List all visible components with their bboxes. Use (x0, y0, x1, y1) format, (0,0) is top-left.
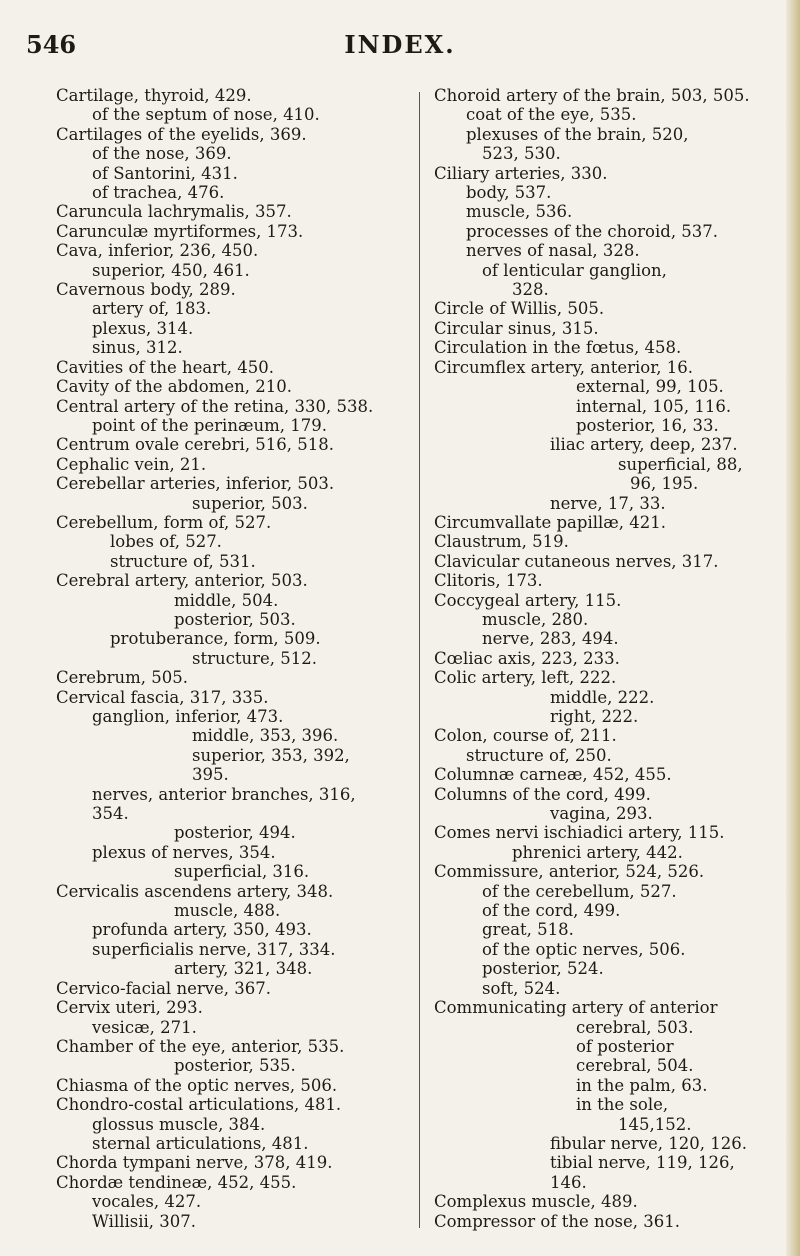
index-entry: Commissure, anterior, 524, 526. (434, 862, 705, 882)
index-entry: superficial, 88, (618, 454, 743, 474)
index-entry: Columns of the cord, 499. (434, 784, 651, 804)
index-entry: 354. (92, 804, 129, 824)
index-entry: structure of, 531. (110, 551, 256, 571)
index-entry: Circle of Willis, 505. (434, 299, 605, 319)
index-entry: Chordæ tendineæ, 452, 455. (56, 1172, 297, 1192)
index-entry: profunda artery, 350, 493. (92, 920, 312, 940)
index-entry: 146. (550, 1172, 587, 1192)
index-entry: nerves of nasal, 328. (466, 241, 640, 261)
index-entry: vocales, 427. (92, 1192, 202, 1212)
index-entry: Choroid artery of the brain, 503, 505. (434, 86, 750, 105)
index-entry: 96, 195. (630, 474, 699, 494)
index-entry: vagina, 293. (550, 804, 653, 824)
index-entry: Chondro-costal articulations, 481. (56, 1095, 342, 1115)
index-entry: Circulation in the fœtus, 458. (434, 338, 682, 358)
index-entry: Claustrum, 519. (434, 532, 569, 552)
index-entry: middle, 222. (550, 687, 655, 707)
index-entry: Compressor of the nose, 361. (434, 1211, 680, 1231)
index-entry: plexus of nerves, 354. (92, 842, 276, 862)
index-entry: superficial, 316. (174, 862, 310, 882)
index-entry: body, 537. (466, 183, 552, 203)
index-entry: structure of, 250. (466, 745, 612, 765)
index-entry: Centrum ovale cerebri, 516, 518. (56, 435, 335, 455)
index-entry: Cerebellum, form of, 527. (56, 512, 272, 532)
index-entry: cerebral, 503. (576, 1017, 694, 1037)
index-entry: cerebral, 504. (576, 1056, 694, 1076)
index-entry: Cervico-facial nerve, 367. (56, 978, 272, 998)
index-entry: muscle, 488. (174, 901, 281, 921)
index-entry: artery, 321, 348. (174, 959, 313, 979)
index-entry: Cava, inferior, 236, 450. (56, 241, 259, 261)
index-entry: Comes nervi ischiadici artery, 115. (434, 823, 725, 843)
index-entry: Carunculæ myrtiformes, 173. (56, 221, 304, 241)
index-entry: muscle, 280. (482, 609, 589, 629)
index-entry: glossus muscle, 384. (92, 1114, 266, 1134)
page-title: INDEX. (344, 30, 456, 59)
index-entry: posterior, 503. (174, 609, 296, 629)
index-entry: Cavernous body, 289. (56, 280, 236, 300)
index-entry: Complexus muscle, 489. (434, 1192, 638, 1212)
index-entry: Cervix uteri, 293. (56, 998, 203, 1018)
index-entry: point of the perinæum, 179. (92, 415, 327, 435)
index-entry: posterior, 16, 33. (576, 415, 719, 435)
index-entry: 145,152. (618, 1114, 692, 1134)
index-entry: processes of the choroid, 537. (466, 221, 719, 241)
index-entry: of lenticular ganglion, (482, 260, 667, 280)
index-entry: 328. (512, 280, 549, 300)
index-entry: muscle, 536. (466, 202, 573, 222)
index-entry: in the palm, 63. (576, 1075, 708, 1095)
index-entry: superior, 353, 392, (192, 745, 350, 765)
index-entry: fibular nerve, 120, 126. (550, 1133, 748, 1153)
index-entry: Cerebral artery, anterior, 503. (56, 571, 308, 591)
index-entry: sinus, 312. (92, 338, 183, 358)
index-entry: 523, 530. (482, 144, 561, 164)
index-entry: Chorda tympani nerve, 378, 419. (56, 1153, 333, 1173)
index-entry: Ciliary arteries, 330. (434, 163, 608, 183)
index-entry: Cephalic vein, 21. (56, 454, 207, 474)
index-entry: posterior, 494. (174, 823, 296, 843)
index-entry: Cerebrum, 505. (56, 668, 188, 688)
index-entry: Caruncula lachrymalis, 357. (56, 202, 292, 222)
index-entry: iliac artery, deep, 237. (550, 435, 738, 455)
index-entry: Circumvallate papillæ, 421. (434, 512, 667, 532)
index-entry: Cavities of the heart, 450. (56, 357, 274, 377)
index-entry: ganglion, inferior, 473. (92, 707, 284, 726)
index-entry: posterior, 535. (174, 1056, 296, 1076)
index-entry: of the optic nerves, 506. (482, 939, 686, 959)
index-entry: structure, 512. (192, 648, 317, 668)
index-entry: artery of, 183. (92, 299, 212, 319)
index-entry: lobes of, 527. (110, 532, 222, 552)
index-entry: 395. (192, 765, 229, 785)
index-entry: Cœliac axis, 223, 233. (434, 648, 620, 668)
index-entry: of the cord, 499. (482, 901, 621, 921)
index-entry: nerves, anterior branches, 316, (92, 784, 356, 804)
index-entry: sternal articulations, 481. (92, 1133, 309, 1153)
index-entry: of the cerebellum, 527. (482, 881, 677, 901)
index-entry: Clavicular cutaneous nerves, 317. (434, 551, 719, 571)
index-entry: Coccygeal artery, 115. (434, 590, 622, 610)
index-entry: nerve, 17, 33. (550, 493, 666, 513)
right-index-column (434, 86, 774, 1231)
index-entry: superior, 450, 461. (92, 260, 250, 280)
index-entry: vesicæ, 271. (92, 1017, 197, 1037)
index-entry: of the septum of nose, 410. (92, 105, 320, 125)
index-entry: in the sole, (576, 1095, 669, 1115)
index-entry: Cartilages of the eyelids, 369. (56, 124, 307, 144)
left-index-column (56, 86, 406, 1231)
index-entry: Chiasma of the optic nerves, 506. (56, 1075, 338, 1095)
index-entry: phrenici artery, 442. (512, 842, 683, 862)
index-entry: Circumflex artery, anterior, 16. (434, 357, 694, 377)
page-number: 546 (26, 30, 77, 59)
index-entry: Central artery of the retina, 330, 538. (56, 396, 374, 416)
index-entry: of the nose, 369. (92, 144, 232, 164)
index-entry: soft, 524. (482, 978, 561, 998)
index-entry: external, 99, 105. (576, 377, 724, 397)
index-entry: Willisii, 307. (92, 1211, 197, 1231)
index-entry: Chamber of the eye, anterior, 535. (56, 1036, 345, 1056)
index-entry: Cervical fascia, 317, 335. (56, 687, 269, 707)
column-divider (419, 92, 420, 1228)
index-entry: Circular sinus, 315. (434, 318, 599, 338)
index-entry: coat of the eye, 535. (466, 105, 637, 125)
index-entry: nerve, 283, 494. (482, 629, 619, 649)
index-entry: Cartilage, thyroid, 429. (56, 86, 252, 105)
index-entry: plexuses of the brain, 520, (466, 124, 689, 144)
page-edge (786, 0, 800, 1256)
index-entry: Clitoris, 173. (434, 571, 543, 591)
index-entry: Communicating artery of anterior (434, 998, 718, 1018)
index-entry: Cervicalis ascendens artery, 348. (56, 881, 334, 901)
index-entry: superior, 503. (192, 493, 308, 513)
index-entry: Cavity of the abdomen, 210. (56, 377, 292, 397)
index-entry: of trachea, 476. (92, 183, 225, 203)
index-entry: Colon, course of, 211. (434, 726, 617, 746)
index-entry: plexus, 314. (92, 318, 194, 338)
index-entry: middle, 353, 396. (192, 726, 339, 746)
index-entry: posterior, 524. (482, 959, 604, 979)
index-entry: great, 518. (482, 920, 574, 940)
index-entry: Colic artery, left, 222. (434, 668, 617, 688)
index-entry: of posterior (576, 1036, 674, 1056)
index-entry: superficialis nerve, 317, 334. (92, 939, 336, 959)
index-entry: middle, 504. (174, 590, 279, 610)
index-entry: Cerebellar arteries, inferior, 503. (56, 474, 335, 494)
index-entry: of Santorini, 431. (92, 163, 238, 183)
index-entry: right, 222. (550, 707, 639, 726)
index-entry: internal, 105, 116. (576, 396, 732, 416)
index-entry: tibial nerve, 119, 126, (550, 1153, 735, 1173)
index-entry: Columnæ carneæ, 452, 455. (434, 765, 672, 785)
index-entry: protuberance, form, 509. (110, 629, 321, 649)
